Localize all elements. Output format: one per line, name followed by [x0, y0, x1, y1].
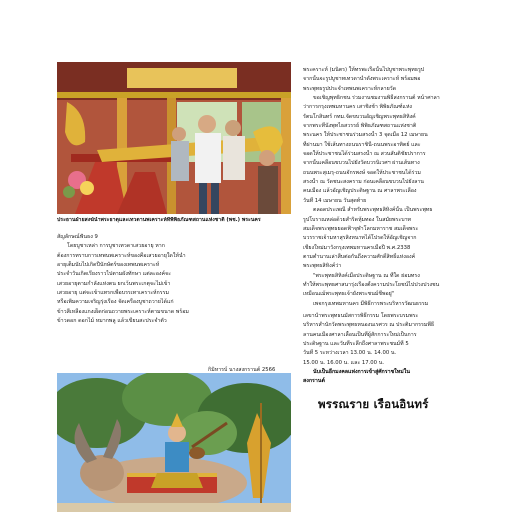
text-line: ขอเชิญพุทธิกชน ร่วมงานชมงานพิธีสงกรานต์ หน้าศาลา: [313, 95, 440, 102]
text-line: ข้าวดอก ดอกไม้ หมากพลู แล้วเขียนสะประจำตัว: [57, 318, 167, 325]
text-line: พระพุทธสิหิงค์ว่า: [303, 263, 342, 270]
text-line: สัญลักษณ์ฟันธง 9: [57, 234, 98, 240]
text-line: คนเมือง แล้วอัญเชิญประดิษฐาน ณ ศาลาพระเลือง: [303, 188, 417, 195]
text-line: เพจกรุงเทพมหานคร มีพิธีการพระบริหารวัฒนธรรม: [313, 300, 429, 307]
text-line: เสวยอายุ แต่จะเข้าแทรกเพื่อบรรเทาเคราะห์กรรม: [57, 290, 169, 297]
text-line: พระคราะห์ (มนิตร) ให้ทรพะเรือนั้นไปบูชาพระพุทธรูป: [303, 67, 425, 73]
text-line: โดยบูชาเหล่า การบูชาเทวดาเสวยอายุ หาก: [67, 243, 165, 250]
text-line: เหมือนแม้พระพุทธเจ้ายังพระชนม์ชีพอยู่": [303, 291, 395, 298]
text-line: พระพุทธรูปประจำเทพนพเคราะห์กลายวัด: [303, 85, 397, 92]
text-line: ประดิษฐาน และวันที่ระลึกถึงศาลาพระชนม์ที่ 5: [303, 341, 409, 348]
closing-line: สงกรานต์: [303, 378, 325, 385]
text-line: อายุเต็มนับไปเกิดปีนักษัตร์ของเทพนพเคราะห์: [57, 262, 160, 269]
text-line: บริหารสำนักวัดพระพุทธหนองนเรศวร ณ ประติมากรรมพีธี: [303, 322, 435, 329]
right-column-text: [303, 66, 478, 309]
left-column-text: [57, 233, 291, 326]
text-line: ลานคนเมืองศาลาเลื้อนเป็นที่ผู้สักการะใหม่เป็นการ: [303, 331, 417, 338]
text-line: เสวยอายุตามกำลังแห่งตน ยกเว้นพระเกตุจะไม่เข้า: [57, 280, 171, 287]
closing-line: นับเป็นอีกมงคลแห่งการเข้าสู่ศักราชใหม่ใน: [313, 369, 410, 376]
text-line: วันที่ 5 ระหว่างเวลา 13.00 น. 14.00 น.: [303, 350, 397, 357]
blessing-photo: [57, 373, 291, 512]
text-line: ถนนพระสุเมรุ-ถนนจักรพงษ์ จอดให้ประชาชนได้ร่วม: [303, 169, 421, 176]
text-line: จากนั้นจะรูปบูชาทเทวดานำดังพระเคราะห์ พร้อมพอ: [303, 76, 421, 83]
text-line: "พระพุทธสิหิงค์เมื่อประดิษฐาน ณ ที่ใด ย่อมทรง: [313, 272, 420, 279]
text-line: จอดให้ประชาชนได้ร่วมสรงน้ำ ณ สวนสันติชัยปราการ: [303, 151, 426, 158]
text-line: ประจำวันเกิดเรียงราวไปตามผังทักษา แต่ละองค์จะ: [57, 271, 171, 278]
text-line: เชียงใหม่มาวังกรุงเทพมหานครเมื่อปี พ.ศ.2338: [303, 244, 411, 251]
text-line: บวรราชเจ้ามหาสุรสิงหนาทได้โปรดให้อัญเชิญจาก: [303, 235, 417, 242]
text-line: วันที่ 14 เมษายน วันสุดท้าย: [303, 197, 367, 204]
text-line: สรงน้ำ ณ วัดชนะสงคราม ก่อนเคลื่อนขบวนไปยังลาน: [303, 179, 424, 186]
photo-credit: กิมิหารบ์ นางสงกรานต์ 2566: [208, 367, 276, 373]
text-line: รูปโบราณหล่อด้วยสำริดหุ้มทอง ในสมัยพระบาท: [303, 216, 412, 223]
author-name: พรรณราย เรือนอินทร์: [318, 397, 429, 411]
ceremony-photo: [57, 62, 291, 214]
text-line: ตามตำนานเล่าสืบต่อกันถึงความศักดิ์สิทธิ์แห่งองค์: [303, 253, 416, 260]
text-line: สมเด็จพระพุทธยอดฟ้าจุฬาโลกมหาราช สมเด็จพระ: [303, 225, 419, 232]
text-line: เลขานำพระพุทธนมัสการพิธีกรรม โดยพระบรมพระ: [303, 313, 419, 319]
text-line: จากพระที่นั่งพุทไธสวรรย์ พิพิธภัณฑสถานแห่งชาติ: [303, 123, 417, 130]
right-column-text-lower: [303, 312, 478, 387]
text-line: ที่ผ่านมา ใช้เส้นทางถนนราชินี-ถนนพระอาทิตย์ และ: [303, 141, 421, 148]
text-line: หรือเพิ่มความเจริญรุ่งเรือง จัดเครื่องบูชาถวายได้แก่: [57, 299, 174, 306]
text-line: ตลอดประเพณี สำหรับพระพุทธสิหิงค์นั้น เป็นพระพุทธ: [313, 207, 433, 214]
text-line: ว่าการกรุงเทพมหานคร เสาชิงช้า พิพิธภัณฑ์แห่ง: [303, 104, 413, 111]
ceremony-photo-caption: ประธานฝ่ายสงฆ์นำพระธาตุและเทวดานพเคราะห์ที่พิพิธภัณฑสถานแห่งชาติ (พช.) พระนคร: [57, 217, 261, 223]
text-line: จากนั้นเคลื่อนขบวนไปยังวัดบวรนิเวศฯ ผ่านเส้นทาง: [303, 160, 420, 167]
text-line: ข้าวสีเหลืองแกงเผ็ดก่อนถวายพระเคราะห์ตามขนาด พร้อม: [57, 308, 189, 315]
text-line: ต้องการทราบการเทพนพเคราะห์ของคือเสวยอายุใดให้นำ: [57, 252, 186, 259]
text-line: 15.00 น. 16.00 น. และ 17.00 น.: [303, 359, 385, 366]
text-line: พระนคร ให้ประชาชนร่วมสรงน้ำ 3 จุดเมื่อ 12 เมษายน: [303, 132, 428, 139]
text-line: ทำให้พระพุทธศาสนารุ่งเรืองตั้งความประโยชน์ไปปวงปวงชน: [303, 281, 440, 288]
text-line: รัตนโกสินทร์ กทม.จัดขบวนอัญเชิญพระพุทธสิหิงค์: [303, 113, 416, 120]
